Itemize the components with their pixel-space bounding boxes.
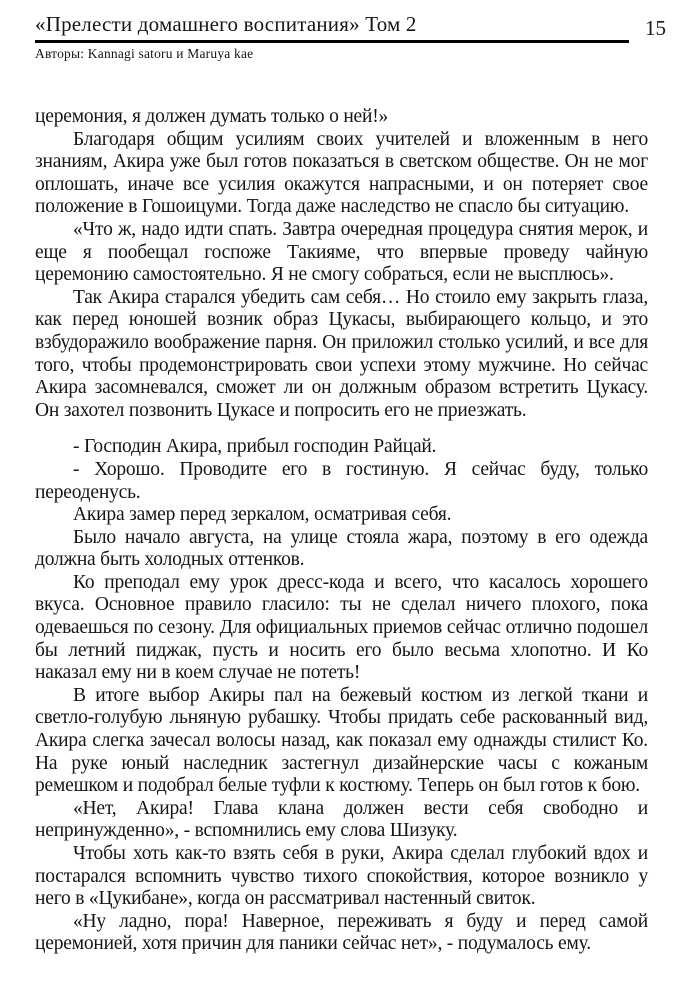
paragraph: Чтобы хоть как-то взять себя в руки, Акира сделал глубокий вдох и постарался вспомнить чувство тихого спокойствия, которое возникло у него в «Цукибане», когда он рассматривал настенный свиток. — [35, 843, 648, 910]
paragraph: - Господин Акира, прибыл господин Райцай. — [73, 436, 437, 458]
header-rule — [35, 12, 629, 43]
paragraph: «Ну ладно, пора! Наверное, переживать я буду и перед самой церемонией, хотя причин для паники сейчас нет», - подумалось ему. — [35, 910, 648, 955]
paragraph: Ко преподал ему урок дресс-кода и всего, что касалось хорошего вкуса. Основное правило гласило: ты не сделал ничего плохого, пока одеваешься по сезону. Для официальных приемов сейчас отлично подошел бы летний пиджак, пусть и носить его было весьма хлопотно. И Ко наказал ему ни в коем случае не потеть! — [35, 571, 648, 684]
header-title-row — [35, 12, 666, 43]
authors-line: Авторы: Kannagi satoru и Maruya kae — [35, 46, 254, 61]
paragraph: Так Акира старался убедить сам себя… Но стоило ему закрыть глаза, как перед юношей возник образ Цукасы, выбирающего кольцо, и это взбудоражило воображение парня. Он приложил столько усилий, и все для того, чтобы продемонстрировать свои успехи этому мужчине. Но сейчас Акира засомневался, сможет ли он должным образом встретить Цукасу. Он захотел позвонить Цукасе и попросить его не приезжать. — [35, 286, 648, 421]
paragraph: церемония, я должен думать только о ней!» — [35, 106, 389, 127]
paragraph: «Что ж, надо идти спать. Завтра очередная процедура снятия мерок, и еще я пообещал госпоже Такияме, что впервые проведу чайную церемонию самостоятельно. Я не смогу собраться, если не высплюсь». — [35, 218, 648, 286]
paragraph-spacer — [35, 422, 648, 436]
paragraph: В итоге выбор Акиры пал на бежевый костюм из легкой ткани и светло-голубую льняную рубашку. Чтобы придать себе раскованный вид, Акира слегка зачесал волосы назад, как показал ему однажды стилист Ко. На руке юный наследник застегнул дизайнерские часы с кожаным ремешком и подобрал белые туфли к костюму. Теперь он был готов к бою. — [35, 684, 648, 797]
paragraph: - Хорошо. Проводите его в гостиную. Я сейчас буду, только переоденусь. — [35, 458, 648, 503]
paragraph: Акира замер перед зеркалом, осматривая себя. — [73, 504, 452, 526]
book-title: «Прелести домашнего воспитания» Том 2 — [35, 12, 417, 36]
paragraph: «Нет, Акира! Глава клана должен вести себя свободно и непринужденно», - вспомнились ему слова Шизуку. — [35, 797, 648, 842]
body-text — [35, 106, 666, 956]
paragraph: Благодаря общим усилиям своих учителей и вложенным в него знаниям, Акира уже был готов показаться в светском обществе. Он не мог оплошать, иначе все усилия окажутся напрасными, и он потеряет свое положение в Гошоицуми. Тогда даже наследство не спасло бы ситуацию. — [35, 128, 648, 218]
page-number: 15 — [645, 16, 666, 40]
page-header — [35, 12, 666, 62]
paragraph: Было начало августа, на улице стояла жара, поэтому в его одежда должна быть холодных оттенков. — [35, 526, 648, 571]
